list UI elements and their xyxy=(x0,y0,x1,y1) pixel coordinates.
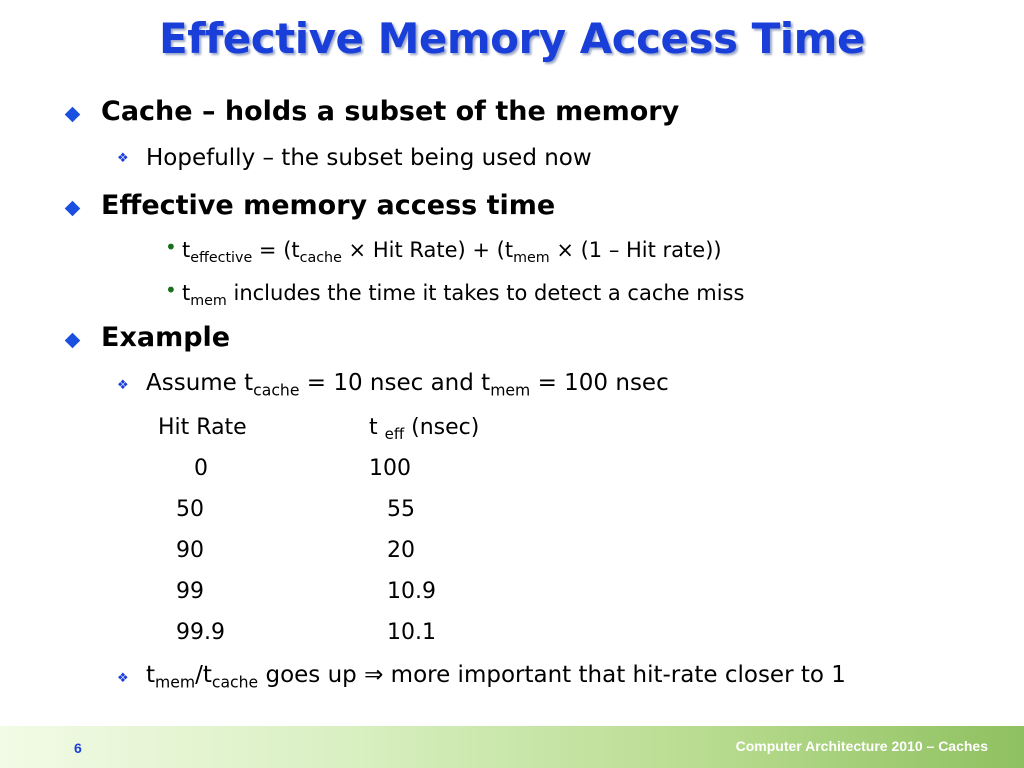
table-header-hit-rate: Hit Rate xyxy=(158,415,247,440)
table-row-teff: 20 xyxy=(387,538,415,563)
implies-arrow-icon: ⇒ xyxy=(364,662,384,688)
last-part2: more important that hit-rate closer to 1 xyxy=(383,662,846,688)
last-cache-sub: cache xyxy=(211,672,259,692)
last-slash: /t xyxy=(195,662,212,688)
table-row-teff: 10.9 xyxy=(387,579,436,604)
dot-bullet-icon: • xyxy=(165,235,177,259)
last-part1: goes up xyxy=(258,662,365,688)
conclusion-line xyxy=(146,662,846,692)
table-row-hit: 50 xyxy=(176,497,204,522)
tmem-note-line xyxy=(182,281,745,309)
footer-course-title: Computer Architecture 2010 – Caches xyxy=(735,738,988,754)
table-row-hit: 99.9 xyxy=(176,620,225,645)
table-row-teff: 55 xyxy=(387,497,415,522)
star-bullet-icon: ❖ xyxy=(117,671,129,686)
diamond-bullet-icon xyxy=(65,201,81,217)
assume-part1: Assume t xyxy=(146,370,254,396)
formula-part2: × Hit Rate) + (t xyxy=(341,238,514,262)
tmem-rest: includes the time it takes to detect a cache miss xyxy=(226,281,745,305)
table-row-hit: 90 xyxy=(176,538,204,563)
formula-t: t xyxy=(182,238,191,262)
teff-sub: eff xyxy=(384,425,405,444)
formula-line xyxy=(182,238,722,266)
diamond-bullet-icon xyxy=(65,333,81,349)
table-row-teff: 100 xyxy=(369,456,411,481)
formula-mem-sub: mem xyxy=(513,249,550,266)
table-header-teff xyxy=(369,415,480,444)
star-bullet-icon: ❖ xyxy=(117,378,129,393)
bullet-cache: Cache – holds a subset of the memory xyxy=(101,96,680,127)
last-t: t xyxy=(146,662,156,688)
tmem-t: t xyxy=(182,281,191,305)
page-number: 6 xyxy=(74,740,82,756)
teff-t: t xyxy=(369,415,385,440)
star-bullet-icon: ❖ xyxy=(117,151,129,166)
last-mem-sub: mem xyxy=(155,672,196,692)
formula-part1: = (t xyxy=(252,238,300,262)
bullet-example: Example xyxy=(101,322,231,353)
bullet-effective-time: Effective memory access time xyxy=(101,190,556,221)
table-row-teff: 10.1 xyxy=(387,620,436,645)
assume-mem-sub: mem xyxy=(490,380,531,400)
tmem-sub: mem xyxy=(190,292,227,309)
formula-effective-sub: effective xyxy=(190,249,253,266)
teff-unit: (nsec) xyxy=(404,415,480,440)
assume-part3: = 100 nsec xyxy=(530,370,669,396)
assume-part2: = 10 nsec and t xyxy=(299,370,491,396)
table-row-hit: 0 xyxy=(194,456,208,481)
dot-bullet-icon: • xyxy=(165,278,177,302)
formula-cache-sub: cache xyxy=(299,249,342,266)
slide-title: Effective Memory Access Time xyxy=(159,14,865,63)
footer-bar xyxy=(0,726,1024,768)
assume-line xyxy=(146,370,669,400)
assume-cache-sub: cache xyxy=(253,380,300,400)
bullet-hopefully: Hopefully – the subset being used now xyxy=(146,145,592,171)
table-row-hit: 99 xyxy=(176,579,204,604)
diamond-bullet-icon xyxy=(65,107,81,123)
formula-part3: × (1 – Hit rate)) xyxy=(549,238,722,262)
